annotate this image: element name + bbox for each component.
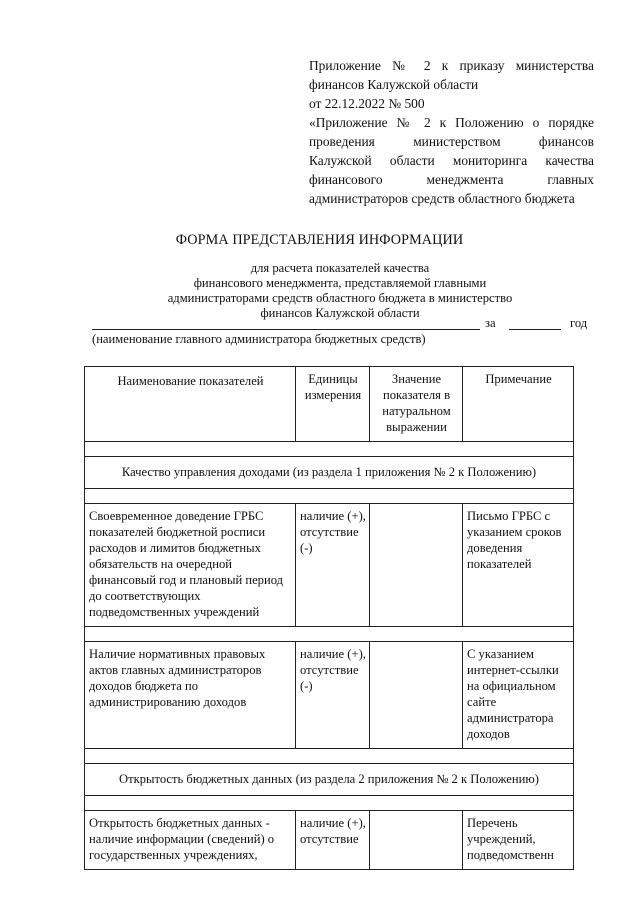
subtitle-line: финансов Калужской области bbox=[260, 306, 420, 320]
table-row bbox=[85, 811, 574, 870]
admin-name-blank[interactable] bbox=[92, 329, 480, 330]
indicator-units: наличие (+), отсутствие (-) bbox=[296, 504, 370, 627]
section-row bbox=[85, 457, 574, 489]
header-name: Наименование показателей bbox=[85, 367, 296, 442]
indicator-name: Своевременное доведение ГРБС показателей бюджетной росписи расходов и лимитов бюджетных обязательств на очередной финансовый год и плановый период до соответствующих подведомственных учреждений bbox=[85, 504, 296, 627]
section-title: Качество управления доходами (из раздела 1 приложения № 2 к Положению) bbox=[85, 457, 574, 489]
header-value: Значение показателя в натуральном выражении bbox=[370, 367, 463, 442]
indicators-table bbox=[84, 366, 574, 870]
table-row bbox=[85, 504, 574, 627]
year-blank[interactable] bbox=[509, 329, 561, 330]
table-row bbox=[85, 642, 574, 749]
section-title: Открытость бюджетных данных (из раздела 2 приложения № 2 к Положению) bbox=[85, 764, 574, 796]
header-note: Примечание bbox=[463, 367, 574, 442]
admin-name-row bbox=[92, 314, 592, 334]
form-title: ФОРМА ПРЕДСТАВЛЕНИЯ ИНФОРМАЦИИ bbox=[175, 232, 464, 248]
appendix-line: «Приложение № 2 к Положению о порядке bbox=[309, 115, 594, 130]
za-label: за bbox=[485, 316, 496, 330]
subtitle-line: финансового менеджмента, представляемой главными bbox=[193, 276, 487, 290]
indicator-note: Письмо ГРБС с указанием сроков доведения показателей bbox=[463, 504, 574, 627]
indicator-name: Наличие нормативных правовых актов главных администраторов доходов бюджета по администрированию доходов bbox=[85, 642, 296, 749]
appendix-line: финансов Калужской области bbox=[309, 77, 479, 92]
appendix-line: Приложение № 2 к приказу министерства bbox=[309, 58, 594, 73]
section-row bbox=[85, 764, 574, 796]
table-header-row bbox=[85, 367, 574, 442]
indicator-value-cell[interactable] bbox=[370, 504, 463, 627]
indicator-units: наличие (+), отсутствие bbox=[296, 811, 370, 870]
subtitle-line: администраторами средств областного бюджета в министерство bbox=[167, 291, 513, 305]
appendix-line: от 22.12.2022 № 500 bbox=[309, 96, 425, 111]
appendix-line: Калужской области мониторинга качества bbox=[309, 153, 594, 168]
year-label: год bbox=[570, 316, 588, 330]
indicator-units: наличие (+), отсутствие (-) bbox=[296, 642, 370, 749]
appendix-line: проведения министерством финансов bbox=[309, 134, 594, 149]
indicator-note: Перечень учреждений, подведомственн bbox=[463, 811, 574, 870]
appendix-line: администраторов средств областного бюджета bbox=[309, 191, 575, 206]
form-subtitle bbox=[90, 261, 590, 321]
appendix-line: финансового менеджмента главных bbox=[309, 172, 594, 187]
indicator-name: Открытость бюджетных данных - наличие информации (сведений) о государственных учреждениях, bbox=[85, 811, 296, 870]
admin-name-caption: (наименование главного администратора бюджетных средств) bbox=[92, 332, 426, 346]
subtitle-line: для расчета показателей качества bbox=[250, 261, 430, 275]
appendix-block bbox=[309, 56, 594, 208]
indicator-value-cell[interactable] bbox=[370, 811, 463, 870]
indicator-note: С указанием интернет-ссылки на официальном сайте администратора доходов bbox=[463, 642, 574, 749]
header-units: Единицы измерения bbox=[296, 367, 370, 442]
indicator-value-cell[interactable] bbox=[370, 642, 463, 749]
